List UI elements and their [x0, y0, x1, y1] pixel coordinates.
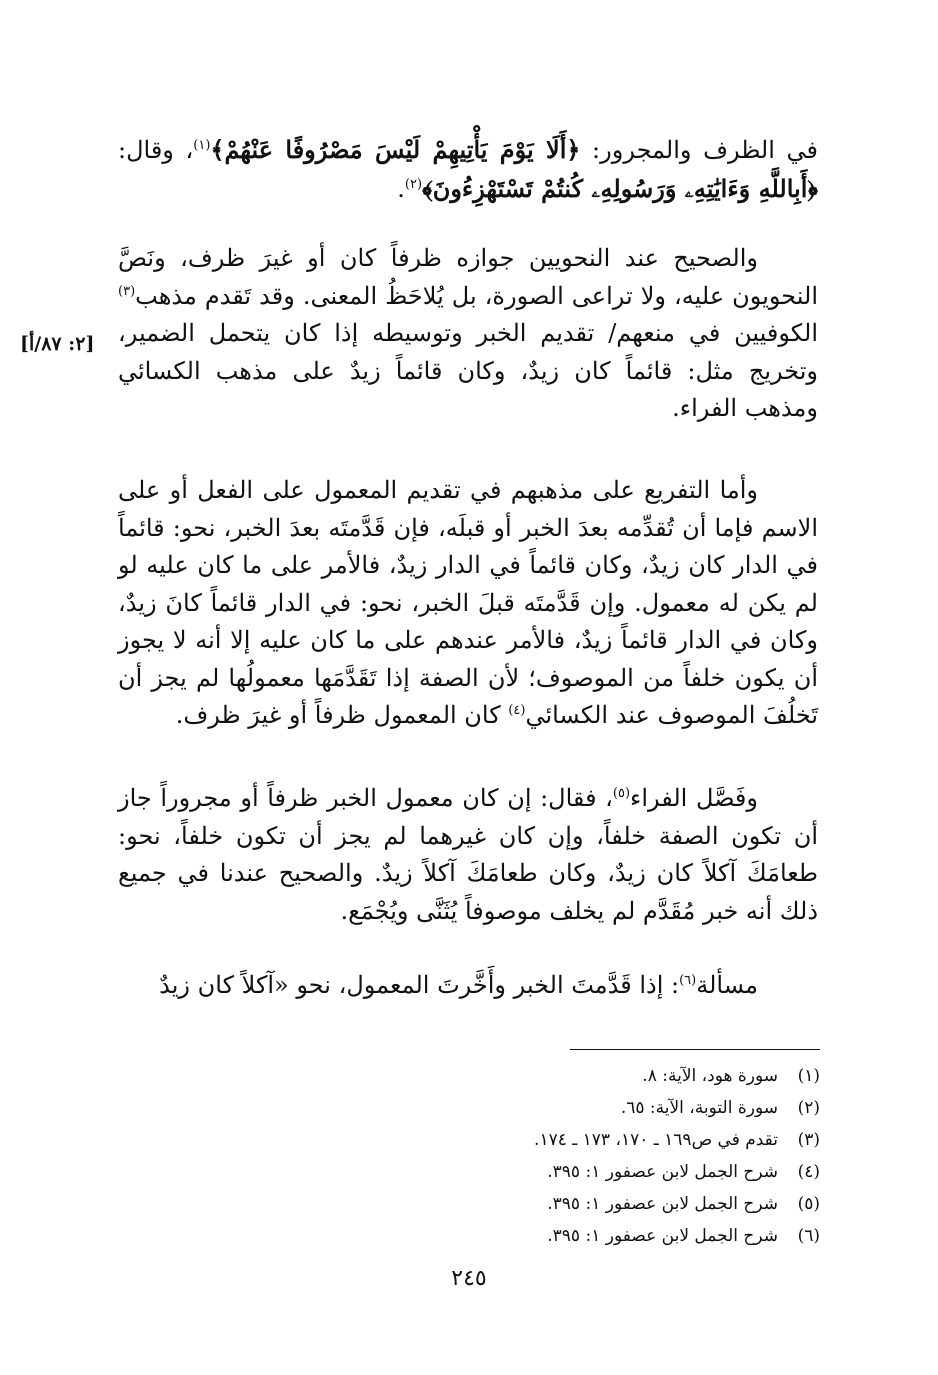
text-run: . [397, 174, 405, 203]
footnote-text: شرح الجمل لابن عصفور ١: ٣٩٥. [547, 1226, 778, 1246]
paragraph-text [118, 780, 818, 930]
text-run: والصحيح عند النحويين جوازه ظرفاً كان أو غيرَ ظرف، ونَصَّ النحويون عليه، ولا تراعى الصورة، بل يُلاحَظُ المعنى. وقد تَقدم مذهب [118, 244, 818, 310]
footnote-text: سورة التوبة، الآية: ٦٥. [620, 1098, 778, 1118]
text-run: وفَصَّل الفراء [630, 784, 758, 812]
footnotes [300, 1060, 820, 1252]
footnote-separator [570, 1049, 820, 1050]
text-run: مسألة [696, 971, 758, 999]
footnote [300, 1092, 820, 1124]
footnote [300, 1156, 820, 1188]
footnote-text: شرح الجمل لابن عصفور ١: ٣٩٥. [547, 1194, 778, 1214]
footnote-marker: (٥) [612, 786, 631, 801]
footnote-marker: (٤) [508, 703, 526, 718]
paragraph-2 [118, 240, 818, 428]
footnote-number: (٤) [797, 1162, 820, 1182]
footnote-number: (١) [797, 1066, 820, 1086]
text-run: وأما التفريع على مذهبهم في تقديم المعمول على الفعل أو على الاسم فإما أن تُقدِّمه بعدَ الخبر أو قبلَه، فإن قَدَّمتَه بعدَ الخبر، نحو: قائماً في الدار كان زيدٌ، وكان قائماً في الدار زيدٌ، فالأمر على ما كان عليه لو لم يكن له معمول. وإن قَدَّمتَه قبلَ الخبر، نحو: في الدار قائماً كانَ زيدٌ، وكان في الدار قائماً زيدٌ، فالأمر عندهم على ما كان عليه إلا أنه لا يجوز أن يكون خلفاً من الموصوف؛ لأن الصفة إذا تَقَدَّمَها معمولُها لم يجز أن تَخلُفَ الموصوف عند الكسائي [118, 476, 818, 729]
footnote-marker: (٣) [118, 283, 136, 299]
footnote-marker: (١) [193, 138, 211, 153]
footnote-number: (٦) [797, 1226, 820, 1246]
paragraph-3 [118, 472, 818, 735]
margin-page-reference: [٢: ٨٧/أ] [20, 333, 95, 355]
quran-quote: ﴿أَبِاللَّهِ وَءَايَٰتِهِۦ وَرَسُولِهِۦ كُنتُمْ تَسْتَهْزِءُونَ﴾ [422, 173, 818, 203]
footnote-number: (٢) [797, 1098, 820, 1118]
footnote [300, 1220, 820, 1252]
footnote-marker: (٢) [404, 176, 423, 192]
paragraph-text [118, 131, 818, 208]
footnote-text: تقدم في ص١٦٩ ـ ١٧٠، ١٧٣ ـ ١٧٤. [534, 1130, 778, 1150]
text-run: : إذا قَدَّمتَ الخبر وأَخَّرتَ المعمول، نحو «آكلاً كان زيدٌ [159, 971, 680, 999]
text-run: الكوفيين في منعهم/ تقديم الخبر وتوسيطه إذا كان يتحمل الضمير، وتخريج مثل: قائماً كان زيدٌ، وكان قائماً زيدٌ على مذهب الكسائي ومذهب الفراء. [118, 319, 818, 422]
paragraph-text [118, 967, 818, 1005]
paragraph-4 [118, 780, 818, 930]
footnote-number: (٣) [797, 1130, 820, 1150]
paragraph-5 [118, 967, 818, 1005]
footnote [300, 1124, 820, 1156]
footnote-text: شرح الجمل لابن عصفور ١: ٣٩٥. [547, 1162, 778, 1182]
footnote [300, 1060, 820, 1092]
footnote-text: سورة هود، الآية: ٨. [642, 1066, 778, 1086]
paragraph-1 [118, 131, 818, 208]
text-run: كان المعمول ظرفاً أو غيرَ ظرف. [175, 701, 509, 729]
footnote [300, 1188, 820, 1220]
text-run: في الظرف والمجرور: [580, 136, 818, 164]
page-number: ٢٤٥ [451, 1266, 487, 1291]
paragraph-text [118, 240, 818, 428]
paragraph-text [118, 472, 818, 735]
footnote-marker: (٦) [679, 973, 697, 988]
footnote-number: (٥) [797, 1194, 820, 1214]
text-run: ، فقال: إن كان معمول الخبر ظرفاً أو مجروراً جاز أن تكون الصفة خلفاً، وإن كان غيرهما لم يجز أن تكون خلفاً، نحو: طعامَكَ آكلاً كان زيدٌ، وكان طعامَكَ آكلاً زيدٌ. والصحيح عندنا في جميع ذلك أنه خبر مُقَدَّم لم يخلف موصوفاً يُثَنَّى ويُجْمَع. [118, 784, 818, 925]
quran-quote: ﴿أَلَا يَوْمَ يَأْتِيهِمْ لَيْسَ مَصْرُوفًا عَنْهُمْ﴾ [210, 135, 581, 164]
text-run: ، وقال: [118, 136, 194, 164]
